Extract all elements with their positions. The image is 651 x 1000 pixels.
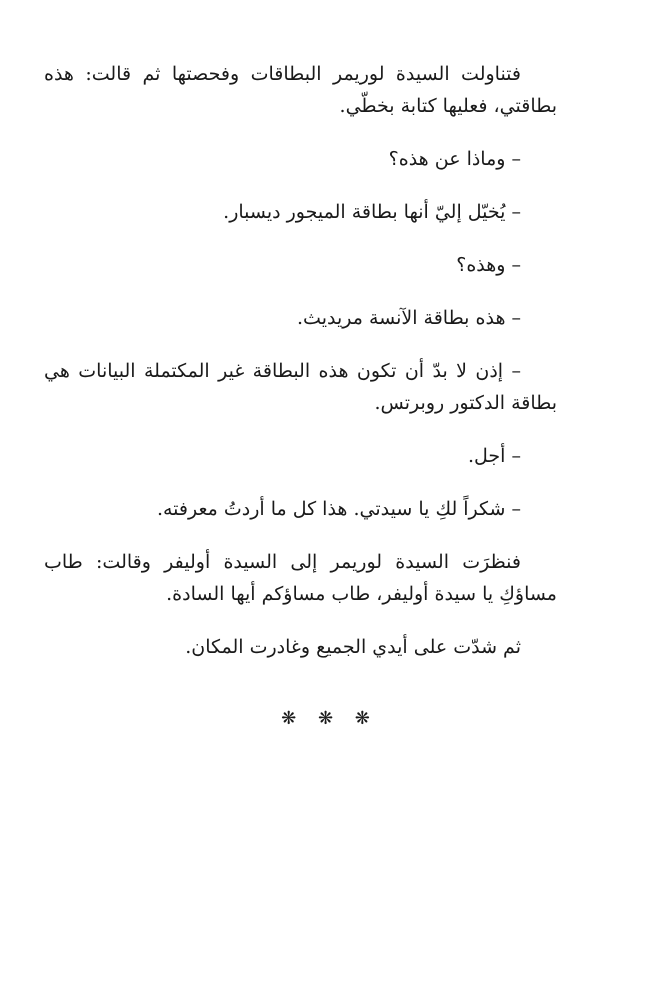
paragraph-10: ثم شدّت على أيدي الجميع وغادرت المكان.: [185, 636, 521, 658]
body-text: [44, 58, 557, 684]
paragraph-9: فنظرَت السيدة لوريمر إلى السيدة أوليفر وقالت: طاب مساؤكِ يا سيدة أوليفر، طاب مساؤكم أيها السادة.: [44, 551, 557, 605]
paragraph-4: – وهذه؟: [456, 254, 521, 276]
paragraph-2: – وماذا عن هذه؟: [388, 148, 521, 170]
separator-star-icon: ❋: [281, 708, 297, 729]
paragraph-3: – يُخيّل إليّ أنها بطاقة الميجور ديسبار.: [223, 201, 521, 223]
paragraph-1: فتناولت السيدة لوريمر البطاقات وفحصتها ثم قالت: هذه بطاقتي، فعليها كتابة بخطّي.: [44, 63, 557, 117]
separator-star-icon: ❋: [354, 708, 370, 729]
paragraph-6: – إذن لا بدّ أن تكون هذه البطاقة غير المكتملة البيانات هي بطاقة الدكتور روبرتس.: [44, 360, 557, 414]
separator-star-icon: ❋: [317, 708, 334, 729]
section-separator: [0, 708, 651, 729]
paragraph-5: – هذه بطاقة الآنسة مريديث.: [297, 307, 521, 329]
paragraph-8: – شكراً لكِ يا سيدتي. هذا كل ما أردتُ معرفته.: [156, 498, 521, 520]
paragraph-7: – أجل.: [468, 445, 521, 467]
